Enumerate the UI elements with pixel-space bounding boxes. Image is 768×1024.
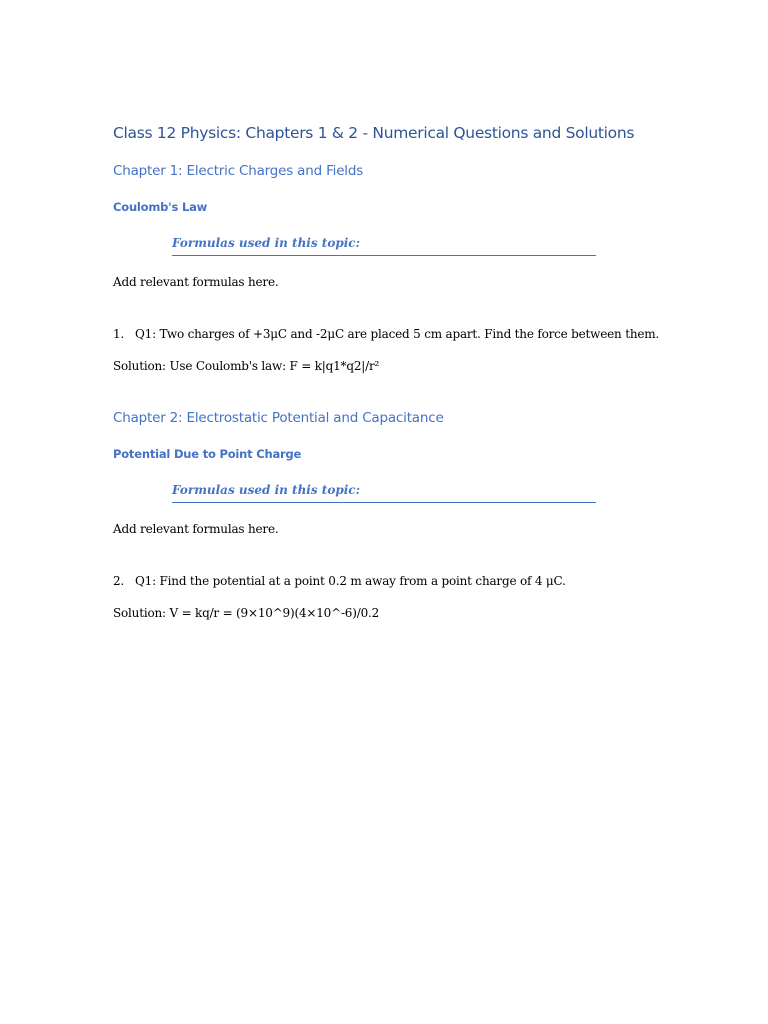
document-title: Class 12 Physics: Chapters 1 & 2 - Numerical Questions and Solutions <box>113 124 635 142</box>
chapter-1-formulas-box <box>172 232 596 256</box>
chapter-1-formulas-label: Formulas used in this topic: <box>172 236 361 250</box>
chapter-1-question-number: 1. <box>113 327 125 341</box>
chapter-2-question-number: 2. <box>113 574 125 588</box>
chapter-2-formulas-box <box>172 479 596 503</box>
chapter-2-heading: Chapter 2: Electrostatic Potential and Capacitance <box>113 410 444 426</box>
chapter-2-question <box>113 574 566 588</box>
chapter-1-formulas-placeholder: Add relevant formulas here. <box>113 275 279 289</box>
chapter-1-topic-heading: Coulomb's Law <box>113 200 208 214</box>
chapter-2-formulas-placeholder: Add relevant formulas here. <box>113 522 279 536</box>
chapter-2-question-text: Q1: Find the potential at a point 0.2 m away from a point charge of 4 μC. <box>135 574 566 588</box>
chapter-1-question <box>113 327 659 341</box>
chapter-2-topic-heading: Potential Due to Point Charge <box>113 447 302 461</box>
chapter-2-solution: Solution: V = kq/r = (9×10^9)(4×10^-6)/0.2 <box>113 606 380 620</box>
chapter-2-formulas-label: Formulas used in this topic: <box>172 483 361 497</box>
chapter-1-question-text: Q1: Two charges of +3μC and -2μC are placed 5 cm apart. Find the force between them. <box>135 327 660 341</box>
chapter-1-heading: Chapter 1: Electric Charges and Fields <box>113 163 364 179</box>
chapter-1-solution: Solution: Use Coulomb's law: F = k|q1*q2|/r² <box>113 359 380 373</box>
